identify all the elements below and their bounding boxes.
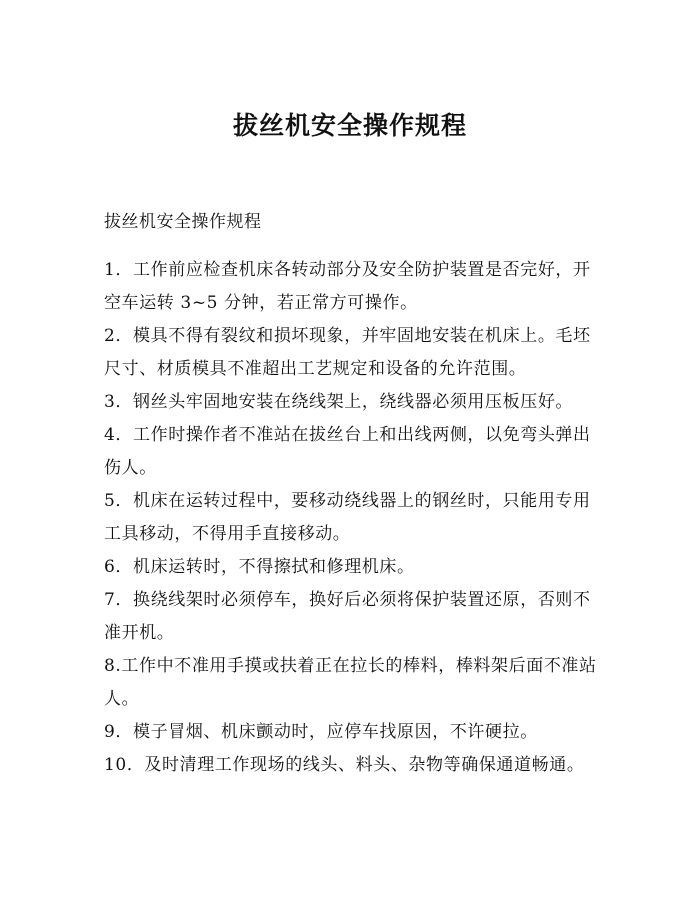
document-body: [104, 254, 600, 782]
rule-item-1: 1．工作前应检查机床各转动部分及安全防护装置是否完好，开空车运转 3~5 分钟，若正常方可操作。: [104, 260, 591, 313]
rule-item-5: 5．机床在运转过程中，要移动绕线器上的钢丝时，只能用专用工具移动，不得用手直接移动。: [104, 491, 591, 544]
rule-item-6: 6．机床运转时，不得擦拭和修理机床。: [104, 557, 415, 577]
page-title: 拔丝机安全操作规程: [232, 111, 467, 140]
rule-item-10: 10．及时清理工作现场的线头、料头、杂物等确保通道畅通。: [104, 755, 585, 775]
rule-item-7: 7．换绕线架时必须停车，换好后必须将保护装置还原，否则不准开机。: [104, 590, 591, 643]
rule-item-9: 9．模子冒烟、机床颤动时，应停车找原因，不许硬拉。: [104, 722, 538, 742]
rule-item-4: 4．工作时操作者不准站在拔丝台上和出线两侧，以免弯头弹出伤人。: [104, 425, 591, 478]
rule-item-3: 3．钢丝头牢固地安装在绕线架上，绕线器必须用压板压好。: [104, 392, 574, 412]
rule-item-8: 8.工作中不准用手摸或扶着正在拉长的棒料，棒料架后面不准站人。: [104, 656, 597, 709]
rule-item-2: 2．模具不得有裂纹和损坏现象，并牢固地安装在机床上。毛坯尺寸、材质模具不准超出工艺规定和设备的允许范围。: [104, 326, 591, 379]
document-subtitle: 拔丝机安全操作规程: [104, 212, 262, 232]
